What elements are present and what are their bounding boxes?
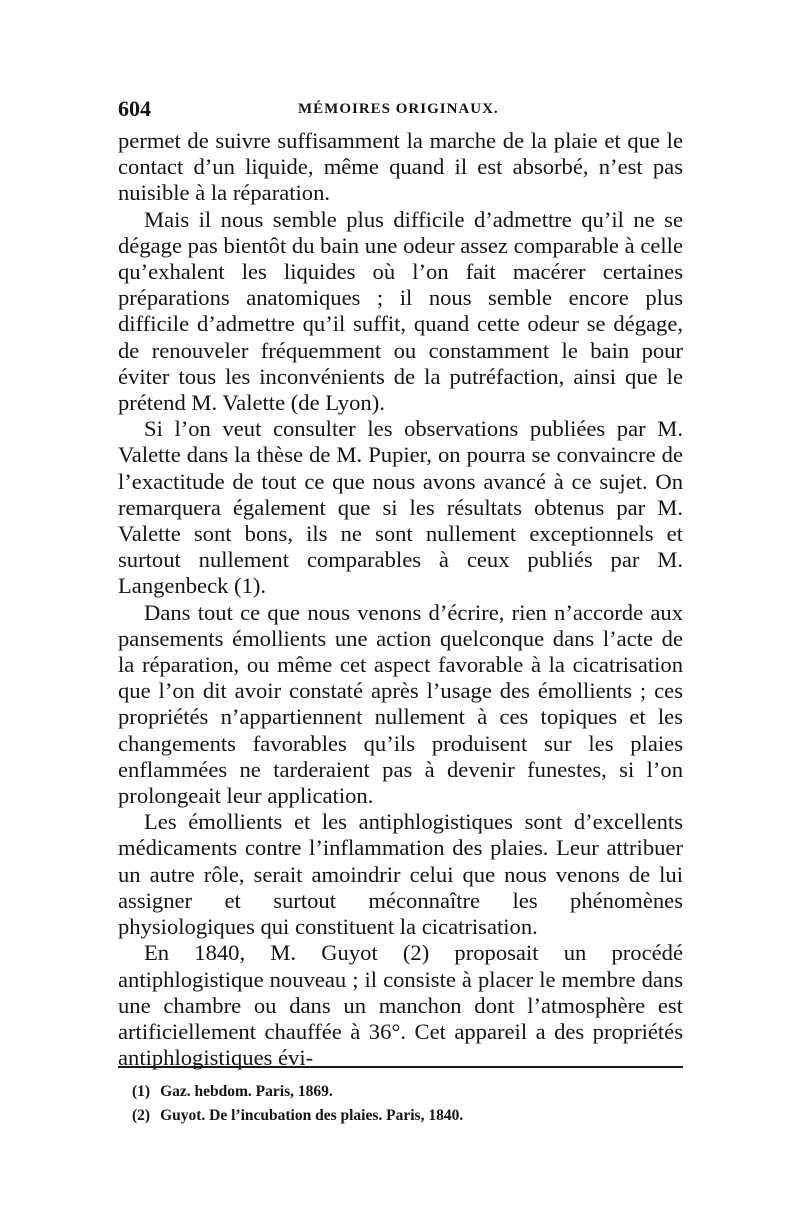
paragraph: Mais il nous semble plus difficile d’admettre qu’il ne se dégage pas bientôt du bain une odeur assez comparable à celle qu’exhalent les liquides où l’on fait macérer certaines préparations anatomiques ; il nous semble encore plus difficile d’admettre qu’il suffit, quand cette odeur se dégage, de renouveler fréquemment ou constamment le bain pour éviter tous les inconvénients de la putréfaction, ainsi que le prétend M. Valette (de Lyon). — [118, 206, 683, 416]
footnote-mark: (1) — [132, 1083, 151, 1100]
paragraph: En 1840, M. Guyot (2) proposait un procédé antiphlogistique nouveau ; il consiste à placer le membre dans une chambre ou dans un manchon dont l’atmosphère est artificiellement chauffée à 36°. Cet appareil a des propriétés antiphlogistiques évi- — [118, 940, 683, 1071]
footnote-divider — [118, 1066, 683, 1068]
paragraph: permet de suivre suffisamment la marche de la plaie et que le contact d’un liquide, même quand il est absorbé, n’est pas nuisible à la réparation. — [118, 128, 683, 206]
footnote-mark: (2) — [132, 1107, 151, 1124]
paragraph: Si l’on veut consulter les observations publiées par M. Valette dans la thèse de M. Pupier, on pourra se convaincre de l’exactitude de tout ce que nous avons avancé à ce sujet. On remarquera également que si les résultats obtenus par M. Valette sont bons, ils ne sont nullement exceptionnels et surtout nullement comparables à ceux publiés par M. Langenbeck (1). — [118, 416, 683, 599]
main-text — [118, 128, 683, 1071]
page-header — [118, 96, 683, 126]
page-number: 604 — [118, 96, 151, 121]
running-title: MÉMOIRES ORIGINAUX. — [298, 101, 499, 117]
paragraph: Les émollients et les antiphlogistiques sont d’excellents médicaments contre l’inflammation des plaies. Leur attribuer un autre rôle, serait amoindrir celui que nous venons de lui assigner et surtout méconnaître les phénomènes physiologiques qui constituent la cicatrisation. — [118, 809, 683, 940]
footnotes — [132, 1080, 672, 1128]
footnote-text: Gaz. hebdom. Paris, 1869. — [160, 1083, 333, 1100]
footnote-text: Guyot. De l’incubation des plaies. Paris, 1840. — [160, 1107, 464, 1124]
paragraph: Dans tout ce que nous venons d’écrire, rien n’accorde aux pansements émollients une action quelconque dans l’acte de la réparation, ou même cet aspect favorable à la cicatrisation que l’on dit avoir constaté après l’usage des émollients ; ces propriétés n’appartiennent nullement à ces topiques et les changements favorables qu’ils produisent sur les plaies enflammées ne tarderaient pas à devenir funestes, si l’on prolongeait leur application. — [118, 599, 683, 809]
footnote — [132, 1104, 672, 1128]
footnote — [132, 1080, 672, 1104]
